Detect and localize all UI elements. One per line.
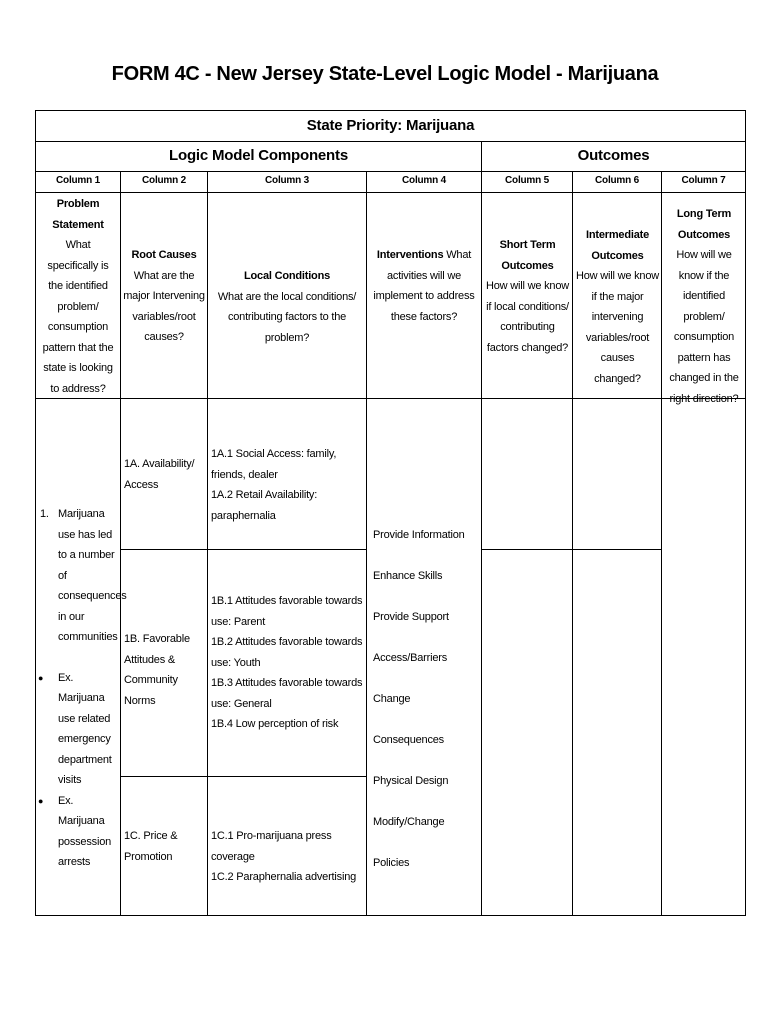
- logic-model-table: [35, 110, 746, 916]
- local-condition-item: 1C.2 Paraphernalia advertising: [211, 871, 357, 883]
- interventions-list: [373, 515, 479, 884]
- row-divider: [120, 549, 366, 550]
- root-causes-text: What are the major Intervening variables/root causes?: [123, 269, 205, 343]
- row-divider: [36, 171, 745, 172]
- interventions-text: What activities will we implement to address these factors?: [373, 249, 475, 323]
- local-condition-item: 1C.1 Pro-marijuana press coverage: [211, 830, 332, 863]
- row-divider: [36, 192, 745, 193]
- column-1-header: Column 1: [56, 175, 100, 186]
- interventions-description: [370, 245, 478, 327]
- column-6-header: Column 6: [595, 175, 639, 186]
- problem-bullet: [38, 668, 118, 791]
- col-divider: [572, 171, 573, 916]
- problem-statement-cell: [38, 504, 127, 873]
- intervention-item: Modify/Change Policies: [373, 816, 445, 869]
- long-term-outcomes-title: Long Term Outcomes: [676, 208, 732, 241]
- intermediate-outcomes-text: How will we know if the major intervening variables/root causes changed?: [576, 270, 659, 385]
- intermediate-outcomes-title: Intermediate Outcomes: [585, 229, 649, 262]
- root-cause-1b: 1B. Favorable Attitudes & Community Norms: [124, 633, 190, 707]
- local-condition-item: 1B.2 Attitudes favorable towards use: Youth: [211, 636, 363, 669]
- col-divider: [207, 171, 208, 916]
- intervention-item: Provide Support: [373, 611, 449, 623]
- column-2-header: Column 2: [142, 175, 186, 186]
- local-conditions-1a: [211, 444, 364, 526]
- bullet-icon: ●: [38, 795, 44, 806]
- problem-statement-text: What specifically is the identified problem/ consumption pattern that the state is looking to address?: [42, 239, 114, 395]
- problem-text: Marijuana use has led to a number of consequences in our communities: [58, 508, 127, 643]
- local-condition-item: 1B.4 Low perception of risk: [211, 718, 339, 730]
- intervention-item: Change Consequences: [373, 693, 444, 746]
- problem-bullet: [38, 791, 118, 873]
- local-conditions-1b: [211, 591, 364, 735]
- long-term-outcomes-text: How will we know if the identified problem/ consumption pattern has changed in the right direction?: [669, 249, 739, 405]
- root-causes-description: [123, 245, 205, 348]
- problem-statement-title: Problem Statement: [52, 198, 104, 231]
- local-condition-item: 1A.2 Retail Availability: paraphernalia: [211, 489, 318, 522]
- short-term-outcomes-title: Short Term Outcomes: [499, 239, 556, 272]
- col-divider: [481, 141, 482, 916]
- problem-bullet-text: Ex. Marijuana use related emergency department visits: [58, 671, 112, 786]
- intervention-item: Physical Design: [373, 775, 449, 787]
- intermediate-outcomes-description: [576, 225, 659, 389]
- form-title: FORM 4C - New Jersey State-Level Logic Model - Marijuana: [111, 63, 659, 85]
- state-priority-header: State Priority: Marijuana: [306, 117, 475, 134]
- local-condition-item: 1B.1 Attitudes favorable towards use: Parent: [211, 595, 363, 628]
- col-divider: [120, 171, 121, 916]
- short-term-outcomes-description: [485, 235, 570, 358]
- column-3-header: Column 3: [265, 175, 309, 186]
- root-cause-1a: 1A. Availability/ Access: [124, 458, 195, 491]
- interventions-title: Interventions: [376, 249, 444, 261]
- problem-item: [38, 504, 127, 648]
- short-term-outcomes-text: How will we know if local conditions/ contributing factors changed?: [486, 280, 569, 354]
- row-divider: [120, 776, 366, 777]
- problem-bullet-text: Ex. Marijuana possession arrests: [58, 794, 112, 868]
- root-cause-1c: 1C. Price & Promotion: [124, 830, 178, 863]
- local-conditions-description: [210, 266, 364, 348]
- local-condition-item: 1B.3 Attitudes favorable towards use: General: [211, 677, 363, 710]
- root-causes-title: Root Causes: [131, 249, 197, 261]
- col-divider: [366, 171, 367, 916]
- local-conditions-title: Local Conditions: [243, 270, 331, 282]
- problem-statement-description: [39, 194, 117, 399]
- intervention-item: Access/Barriers: [373, 652, 448, 664]
- problem-number: 1.: [40, 508, 49, 520]
- column-4-header: Column 4: [402, 175, 446, 186]
- col-divider: [661, 171, 662, 916]
- outcomes-header: Outcomes: [577, 147, 650, 164]
- row-divider: [36, 398, 745, 399]
- local-conditions-1c: [211, 826, 364, 888]
- column-7-header: Column 7: [681, 175, 726, 186]
- long-term-outcomes-description: [664, 204, 744, 409]
- local-conditions-text: What are the local conditions/ contributing factors to the problem?: [217, 290, 357, 344]
- intervention-item: Provide Information: [373, 529, 465, 541]
- logic-model-components-header: Logic Model Components: [169, 147, 348, 164]
- local-condition-item: 1A.1 Social Access: family, friends, dealer: [211, 448, 337, 481]
- row-divider: [36, 141, 745, 142]
- bullet-icon: ●: [38, 672, 44, 683]
- column-5-header: Column 5: [505, 175, 549, 186]
- intervention-item: Enhance Skills: [373, 570, 443, 582]
